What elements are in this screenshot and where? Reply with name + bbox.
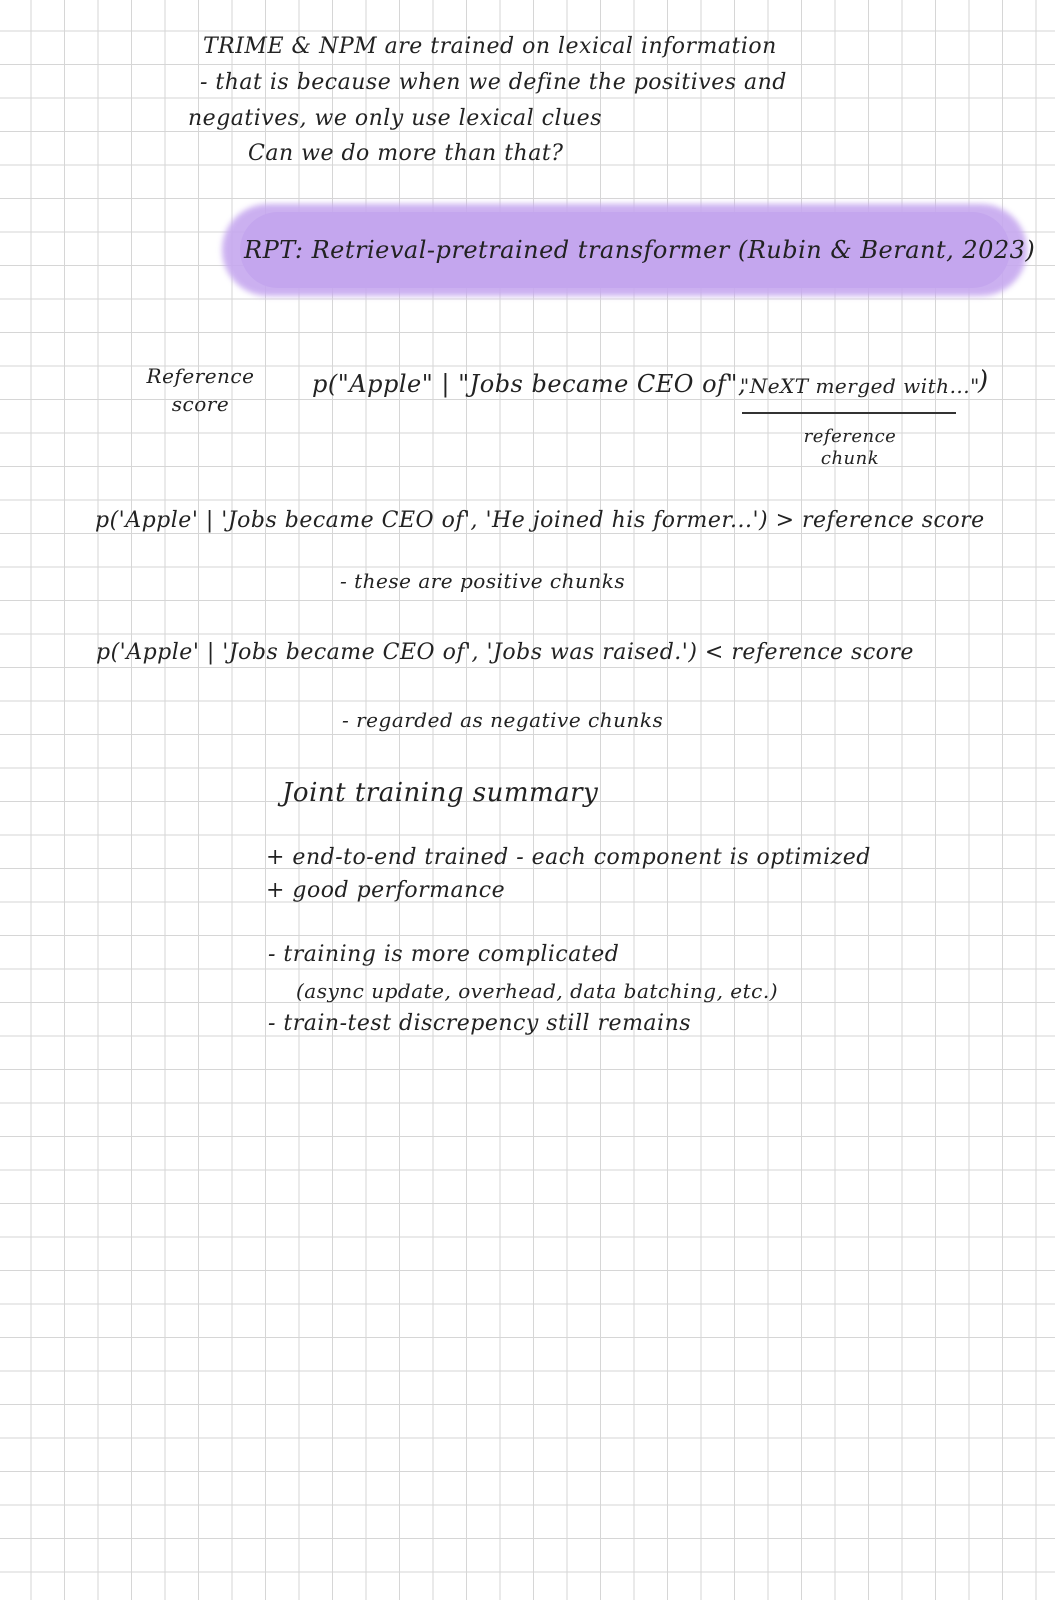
- summary-con-2: - train-test discrepency still remains: [268, 1011, 692, 1036]
- summary-con-1: - training is more complicated: [268, 942, 620, 967]
- negative-note: - regarded as negative chunks: [342, 708, 664, 732]
- reference-chunk-underline: [742, 412, 956, 414]
- positive-formula: p('Apple' | 'Jobs became CEO of', 'He joined his former...') > reference score: [95, 508, 985, 533]
- reference-formula-chunk: "NeXT merged with...": [740, 374, 980, 398]
- reference-label-line-2: score: [171, 392, 230, 416]
- negative-formula: p('Apple' | 'Jobs became CEO of', 'Jobs was raised.') < reference score: [96, 640, 914, 665]
- summary-pro-1: + end-to-end trained - each component is optimized: [266, 845, 871, 870]
- intro-line-3: negatives, we only use lexical clues: [188, 106, 602, 131]
- reference-chunk-label-line-2: chunk: [820, 448, 880, 469]
- intro-line-4: Can we do more than that?: [248, 141, 564, 166]
- reference-formula-suffix: ): [978, 366, 989, 396]
- reference-chunk-label-line-1: reference: [803, 426, 897, 447]
- reference-label-line-1: Reference: [146, 364, 255, 388]
- reference-formula-prefix: p("Apple" | "Jobs became CEO of",: [312, 370, 747, 398]
- summary-title: Joint training summary: [282, 778, 599, 808]
- highlight-title: RPT: Retrieval-pretrained transformer (Rubin & Berant, 2023): [244, 236, 1036, 264]
- positive-note: - these are positive chunks: [340, 569, 626, 593]
- intro-line-2: - that is because when we define the positives and: [200, 70, 787, 95]
- summary-pro-2: + good performance: [266, 878, 506, 903]
- summary-con-1-detail: (async update, overhead, data batching, etc.): [296, 979, 779, 1003]
- intro-line-1: TRIME & NPM are trained on lexical information: [203, 34, 777, 59]
